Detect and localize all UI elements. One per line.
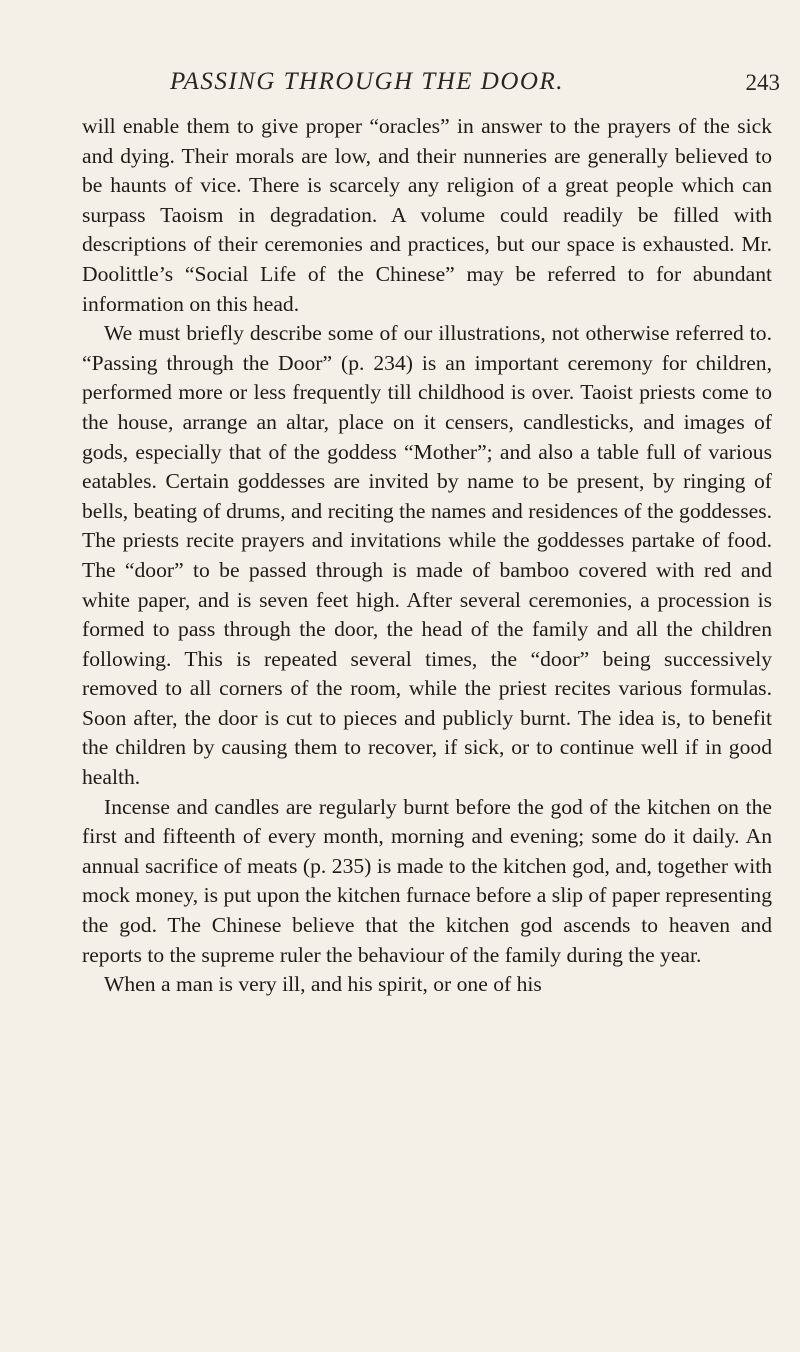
page-header	[80, 60, 780, 100]
page-number: 243	[745, 70, 780, 95]
running-head: PASSING THROUGH THE DOOR.	[170, 68, 564, 95]
paragraph: When a man is very ill, and his spirit, or one of his	[104, 972, 542, 997]
paragraph: We must briefly describe some of our illustrations, not otherwise referred to. “Passing through the Door” (p. 234) is an important ceremony for children, performed more or less frequently till childhood is over. Taoist priests come to the house, arrange an altar, place on it censers, candlesticks, and images of gods, especially that of the goddess “Mother”; and also a table full of various eatables. Certain goddesses are invited by name to be present, by ringing of bells, beating of drums, and reciting the names and residences of the goddesses. The priests recite prayers and invitations while the goddesses partake of food. The “door” to be passed through is made of bamboo covered with red and white paper, and is seven feet high. After several ceremonies, a procession is formed to pass through the door, the head of the family and all the children following. This is repeated several times, the “door” being successively removed to all corners of the room, while the priest recites various formulas. Soon after, the door is cut to pieces and publicly burnt. The idea is, to benefit the children by causing them to recover, if sick, or to continue well if in good health.	[82, 321, 772, 790]
body-text	[82, 112, 772, 1000]
paragraph: Incense and candles are regularly burnt before the god of the kitchen on the first and fifteenth of every month, morning and evening; some do it daily. An annual sacrifice of meats (p. 235) is made to the kitchen god, and, together with mock money, is put upon the kitchen furnace before a slip of paper representing the god. The Chinese believe that the kitchen god ascends to heaven and reports to the supreme ruler the behaviour of the family during the year.	[82, 794, 772, 967]
paragraph: will enable them to give proper “oracles” in answer to the prayers of the sick and dying. Their morals are low, and their nunneries are generally believed to be haunts of vice. There is scarcely any religion of a great people which can surpass Taoism in degradation. A volume could readily be filled with descriptions of their ceremonies and practices, but our space is exhausted. Mr. Doolittle’s “Social Life of the Chinese” may be referred to for abundant information on this head.	[82, 114, 772, 316]
